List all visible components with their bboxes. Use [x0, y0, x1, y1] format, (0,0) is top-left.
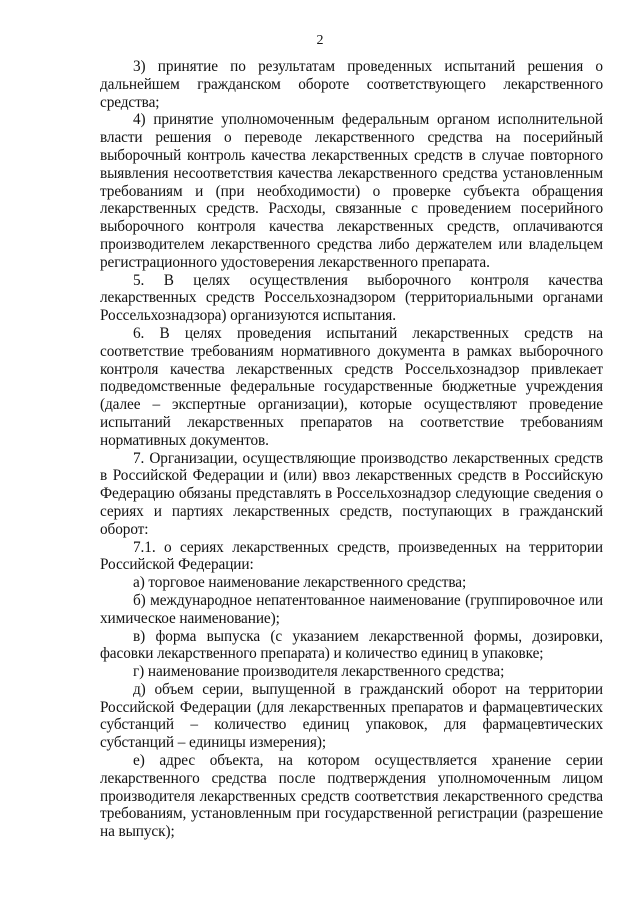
paragraph-subitem-b: б) международное непатентованное наименование (группировочное или химическое наименование);	[100, 591, 603, 627]
paragraph-clause-7: 7. Организации, осуществляющие производство лекарственных средств в Российской Федерации и (или) ввоз лекарственных средств в Российскую Федерацию обязаны представлять в Россельхознадзор следующие сведения о сериях и партиях лекарственных средств, поступающих в гражданский оборот:	[100, 449, 603, 538]
page-number: 2	[316, 33, 324, 48]
paragraph-subitem-e: е) адрес объекта, на котором осуществляется хранение серии лекарственного средства после подтверждения уполномоченным лицом производителя лекарственных средств соответствия лекарственного средства требованиям, установленным при государственной регистрации (разрешение на выпуск);	[100, 752, 603, 841]
paragraph-subitem-g: г) наименование производителя лекарственного средства;	[133, 663, 505, 681]
paragraph-clause-7-1: 7.1. о сериях лекарственных средств, произведенных на территории Российской Федерации:	[100, 538, 603, 574]
paragraph-item-3: 3) принятие по результатам проведенных испытаний решения о дальнейшем гражданском обороте соответствующего лекарственного средства;	[100, 58, 603, 111]
paragraph-subitem-a: а) торговое наименование лекарственного средства;	[133, 574, 467, 592]
paragraph-clause-5: 5. В целях осуществления выборочного контроля качества лекарственных средств Россельхознадзором (территориальными органами Россельхознадзора) организуются испытания.	[100, 271, 603, 325]
paragraph-item-4: 4) принятие уполномоченным федеральным органом исполнительной власти решения о переводе лекарственного средства на посерийный выборочный контроль качества лекарственных средств в случае повторного выявления несоответствия качества лекарственного средства установленным требованиям и (при необходимости) о проверке субъекта обращения лекарственных средств. Расходы, связанные с проведением посерийного выборочного контроля качества лекарственных средств, оплачиваются производителем лекарственного средства либо держателем или владельцем регистрационного удостоверения лекарственного препарата.	[100, 111, 603, 271]
paragraph-subitem-v: в) форма выпуска (с указанием лекарственной формы, дозировки, фасовки лекарственного препарата) и количество единиц в упаковке;	[100, 627, 603, 663]
document-body	[100, 58, 603, 841]
paragraph-subitem-d: д) объем серии, выпущенной в гражданский оборот на территории Российской Федерации (для лекарственных препаратов и фармацевтических субстанций – количество единиц упаковок, для фармацевтических субстанций – единицы измерения);	[100, 680, 603, 752]
paragraph-clause-6: 6. В целях проведения испытаний лекарственных средств на соответствие требованиям нормативного документа в рамках выборочного контроля качества лекарственных средств Россельхознадзор привлекает подведомственные федеральные государственные бюджетные учреждения (далее – экспертные организации), которые осуществляют проведение испытаний лекарственных препаратов на соответствие требованиям нормативных документов.	[100, 324, 603, 449]
